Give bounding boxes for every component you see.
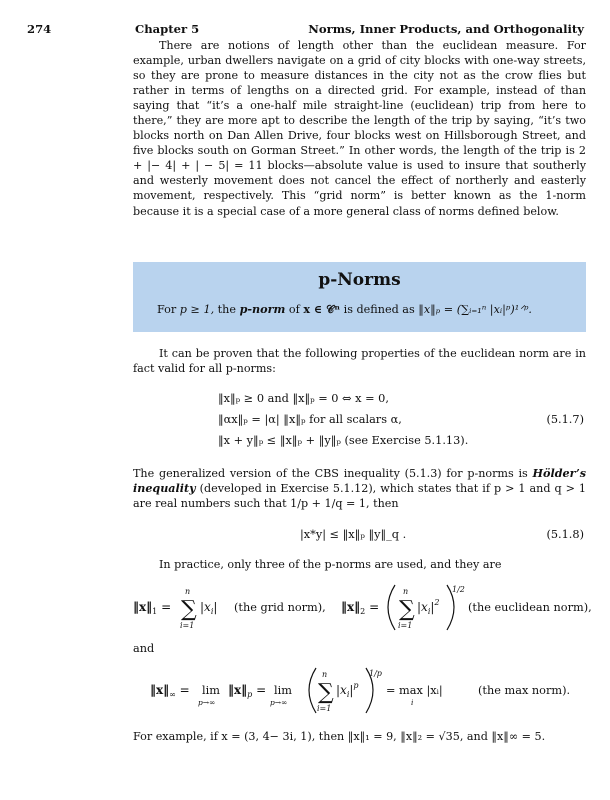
def-formula: ‖x‖ₚ = (∑ᵢ₌₁ⁿ |xᵢ|ᵖ)¹ᐟᵖ.: [418, 303, 532, 316]
left-paren-2: [388, 585, 395, 630]
sum-upper-3: n: [322, 670, 328, 679]
one-norm-summand: $|x_i|$: [200, 600, 218, 616]
definition-title: p-Norms: [318, 270, 401, 290]
practice-sentence: In practice, only three of the p-norms are used, and they are: [159, 558, 502, 571]
two-norm-lhs: $‖x‖_2$ =: [341, 600, 380, 616]
properties-intro: It can be proven that the following properties of the euclidean norm are in fact valid for all p-norms:: [133, 347, 586, 376]
chapter-label: Chapter 5: [135, 22, 200, 36]
holder-text-after: (developed in Exercise 5.1.12), which states that if p > 1 and q > 1 are real numbers such that 1/p + 1/q = 1, then: [133, 482, 586, 511]
holder-term: Hölder’s inequality: [133, 467, 586, 496]
def-text-of: of: [285, 303, 304, 316]
two-norm-summand: $|x_i|^2$: [417, 598, 440, 616]
def-text-defined: is defined as: [340, 303, 419, 316]
exp-half: 1/2: [452, 585, 465, 594]
left-paren-inf: [309, 668, 316, 713]
holder-text-before: The generalized version of the CBS inequality (5.1.3) for p-norms is: [133, 467, 533, 480]
inf-norm-lhs: $‖x‖_\infty$ =: [150, 683, 190, 699]
def-term: p-norm: [239, 302, 286, 316]
holder-equation: |x*y| ≤ ‖x‖ₚ ‖y‖_q .: [300, 528, 407, 541]
intro-paragraph: There are notions of length other than the euclidean measure. For example, urban dwellers navigate on a grid of city blocks with one-way streets, so they are prone to measure distances in the city not as the crow flies but rather in terms of lengths on a directed grid. For example, instead of than saying that “it’s a one-half mile straight-line (euclidean) trip from here to there,” they are more apt to describe the length of the trip by saying, “it’s two blocks north on Dan Allen Drive, four blocks west on Hillsborough Street, and five blocks south on Gorman Street.” In other words, the length of the trip is 2 + |− 4| + | − 5| = 11 blocks—absolute value is used to insure that southerly and westerly movement does not cancel the effect of northerly and easterly movement, respectively. This “grid norm” is better known as the 1-norm because it is a special case of a more general class of norms defined below.: [133, 39, 586, 218]
lim-sub-1: p→∞: [198, 698, 216, 707]
def-text-for: For: [157, 303, 180, 316]
sum-lower-1: i=1: [180, 621, 195, 630]
grid-norm-label: (the grid norm),: [234, 601, 326, 614]
sum-lower-3: i=1: [317, 704, 332, 713]
sum-sign-3: ∑: [318, 680, 334, 705]
sum-sign-1: ∑: [181, 597, 197, 622]
max-expression: = max |xᵢ|: [386, 684, 443, 697]
lim-sub-2: p→∞: [270, 698, 288, 707]
p-norm-summand: $|x_i|^p$: [336, 681, 359, 699]
sum-lower-2: i=1: [398, 621, 413, 630]
property-line-3: ‖x + y‖ₚ ≤ ‖x‖ₚ + ‖y‖ₚ (see Exercise 5.1.13).: [218, 434, 469, 447]
example-sentence: For example, if x = (3, 4− 3i, 1), then ‖x‖₁ = 9, ‖x‖₂ = √35, and ‖x‖∞ = 5.: [133, 730, 546, 743]
eq-number-5-1-7: (5.1.7): [546, 413, 584, 426]
running-title: Norms, Inner Products, and Orthogonality: [308, 22, 584, 36]
property-line-1: ‖x‖ₚ ≥ 0 and ‖x‖ₚ = 0 ⇔ x = 0,: [218, 392, 389, 405]
exp-p: 1/p: [369, 669, 382, 678]
property-line-2: ‖αx‖ₚ = |α| ‖x‖ₚ for all scalars α,: [218, 413, 402, 426]
def-text-the: the: [214, 303, 240, 316]
page-number: 274: [27, 22, 52, 36]
lim-2: lim: [274, 684, 292, 697]
p-norm-mid: $‖x‖_p$ =: [228, 683, 267, 699]
sum-sign-2: ∑: [399, 597, 415, 622]
lim-1: lim: [202, 684, 220, 697]
euclid-norm-label: (the euclidean norm),: [468, 601, 592, 614]
eq-number-5-1-8: (5.1.8): [546, 528, 584, 541]
def-vector: x ∈ 𝒞ⁿ: [303, 302, 341, 316]
sum-upper-2: n: [403, 587, 409, 596]
max-norm-label: (the max norm).: [478, 684, 571, 697]
one-norm-lhs: $‖x‖_1$ =: [133, 600, 172, 616]
sum-upper-1: n: [185, 587, 191, 596]
def-cond: p ≥ 1,: [179, 303, 215, 316]
max-sub: i: [411, 698, 414, 707]
and-word: and: [133, 642, 155, 655]
